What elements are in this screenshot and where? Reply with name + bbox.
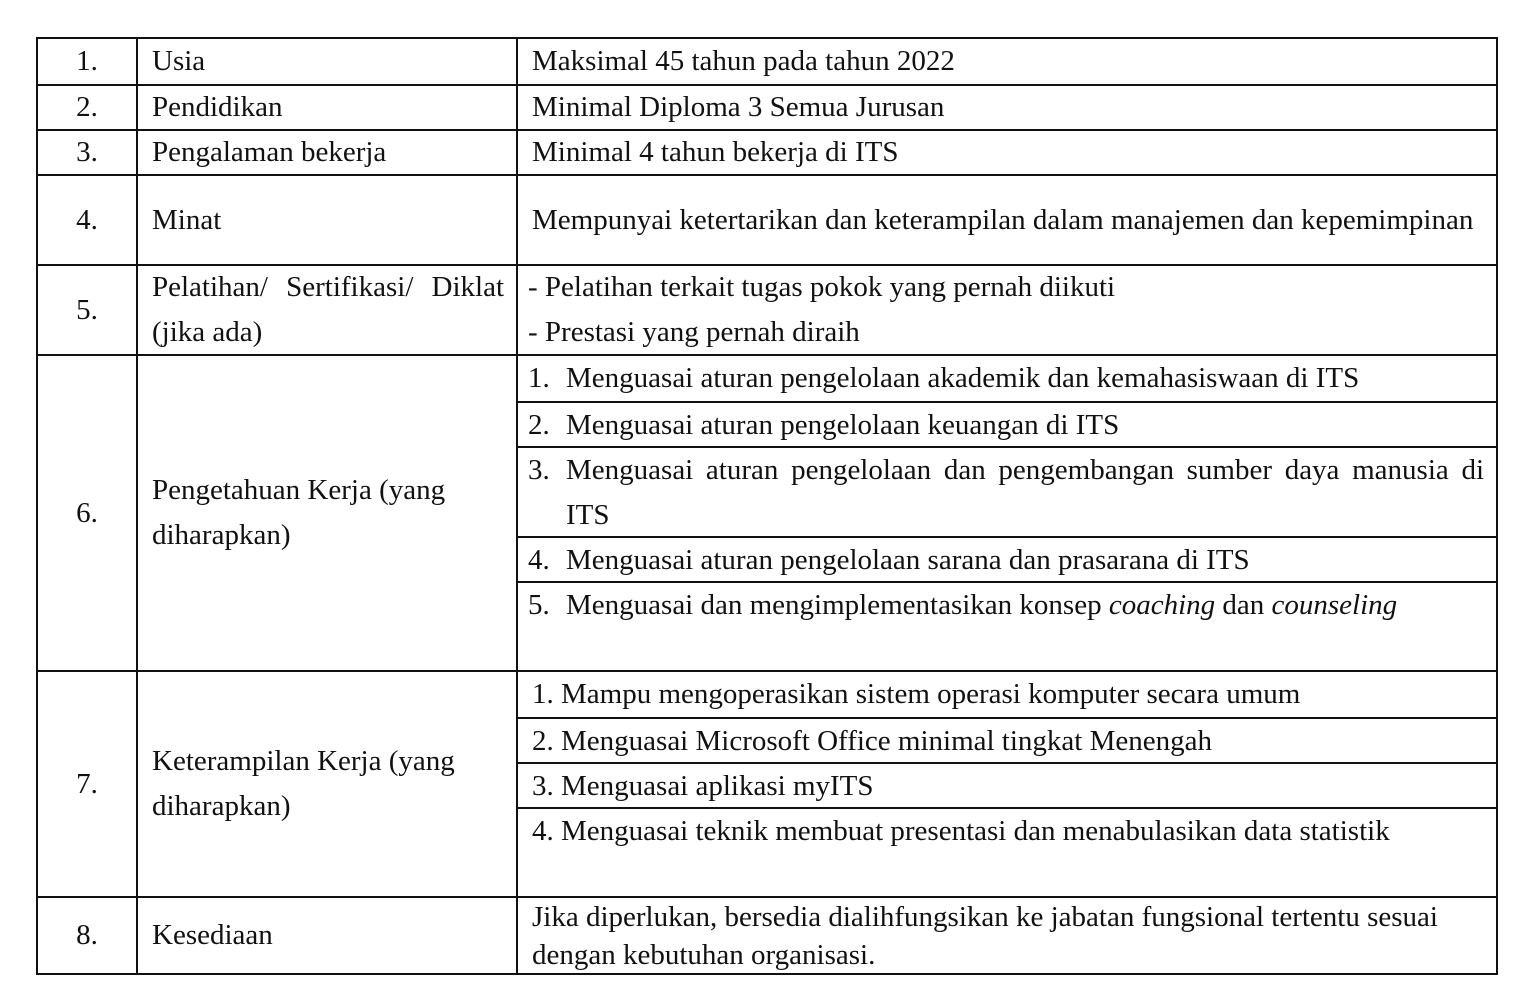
row-number: 8. (38, 898, 138, 973)
row-value: Maksimal 45 tahun pada tahun 2022 (532, 45, 955, 77)
row-number: 3. (38, 131, 138, 174)
row-number: 7. (38, 672, 138, 896)
list-item: - Prestasi yang pernah diraih (528, 316, 860, 348)
row-label: Usia (138, 39, 518, 84)
row-label: Kesediaan (138, 898, 518, 973)
list-item: - Pelatihan terkait tugas pokok yang pernah diikuti (528, 271, 1116, 303)
table-row (38, 264, 1496, 354)
table-row (38, 174, 1496, 264)
list-item: 2. Menguasai aturan pengelolaan keuangan di ITS (518, 401, 1496, 446)
row-label: Pelatihan/ Sertifikasi/ Diklat (jika ada) (138, 266, 518, 354)
row-label: Pengalaman bekerja (138, 131, 518, 174)
list-item: 3. Menguasai aturan pengelolaan dan pengembangan sumber daya manusia di ITS (518, 446, 1496, 536)
list-item: 3. Menguasai aplikasi myITS (518, 762, 1496, 807)
table-row (38, 84, 1496, 129)
row-number: 5. (38, 266, 138, 354)
row-value: Jika diperlukan, bersedia dialihfungsikan ke jabatan fungsional tertentu sesuai dengan kebutuhan organisasi. (532, 900, 1438, 971)
table-row (38, 39, 1496, 84)
table-row (38, 896, 1496, 973)
list-item: 1. Menguasai aturan pengelolaan akademik dan kemahasiswaan di ITS (528, 362, 1360, 394)
table-row (38, 670, 1496, 896)
row-label: Pendidikan (138, 86, 518, 129)
skills-list (518, 672, 1496, 896)
list-item: 4. Menguasai teknik membuat presentasi dan menabulasikan data statistik (518, 807, 1496, 896)
row-label: Pengetahuan Kerja (yang diharapkan) (138, 356, 518, 670)
list-item: 1. Mampu mengoperasikan sistem operasi komputer secara umum (532, 678, 1301, 710)
row-number: 2. (38, 86, 138, 129)
requirements-table (36, 37, 1498, 975)
row-number: 6. (38, 356, 138, 670)
row-number: 4. (38, 176, 138, 264)
row-value: Minimal Diploma 3 Semua Jurusan (532, 91, 945, 123)
row-number: 1. (38, 39, 138, 84)
row-value: Mempunyai ketertarikan dan keterampilan dalam manajemen dan kepemimpinan (532, 203, 1474, 236)
row-value (518, 266, 1496, 354)
list-item: 5. Menguasai dan mengimplementasikan konsep coaching dan counseling (518, 581, 1496, 670)
list-item: 2. Menguasai Microsoft Office minimal tingkat Menengah (518, 717, 1496, 762)
knowledge-list (518, 356, 1496, 670)
row-value: Minimal 4 tahun bekerja di ITS (532, 136, 899, 168)
table-row (38, 129, 1496, 174)
row-label: Minat (138, 176, 518, 264)
row-label: Keterampilan Kerja (yang diharapkan) (138, 672, 518, 896)
table-row (38, 354, 1496, 670)
list-item: 4. Menguasai aturan pengelolaan sarana dan prasarana di ITS (518, 536, 1496, 581)
